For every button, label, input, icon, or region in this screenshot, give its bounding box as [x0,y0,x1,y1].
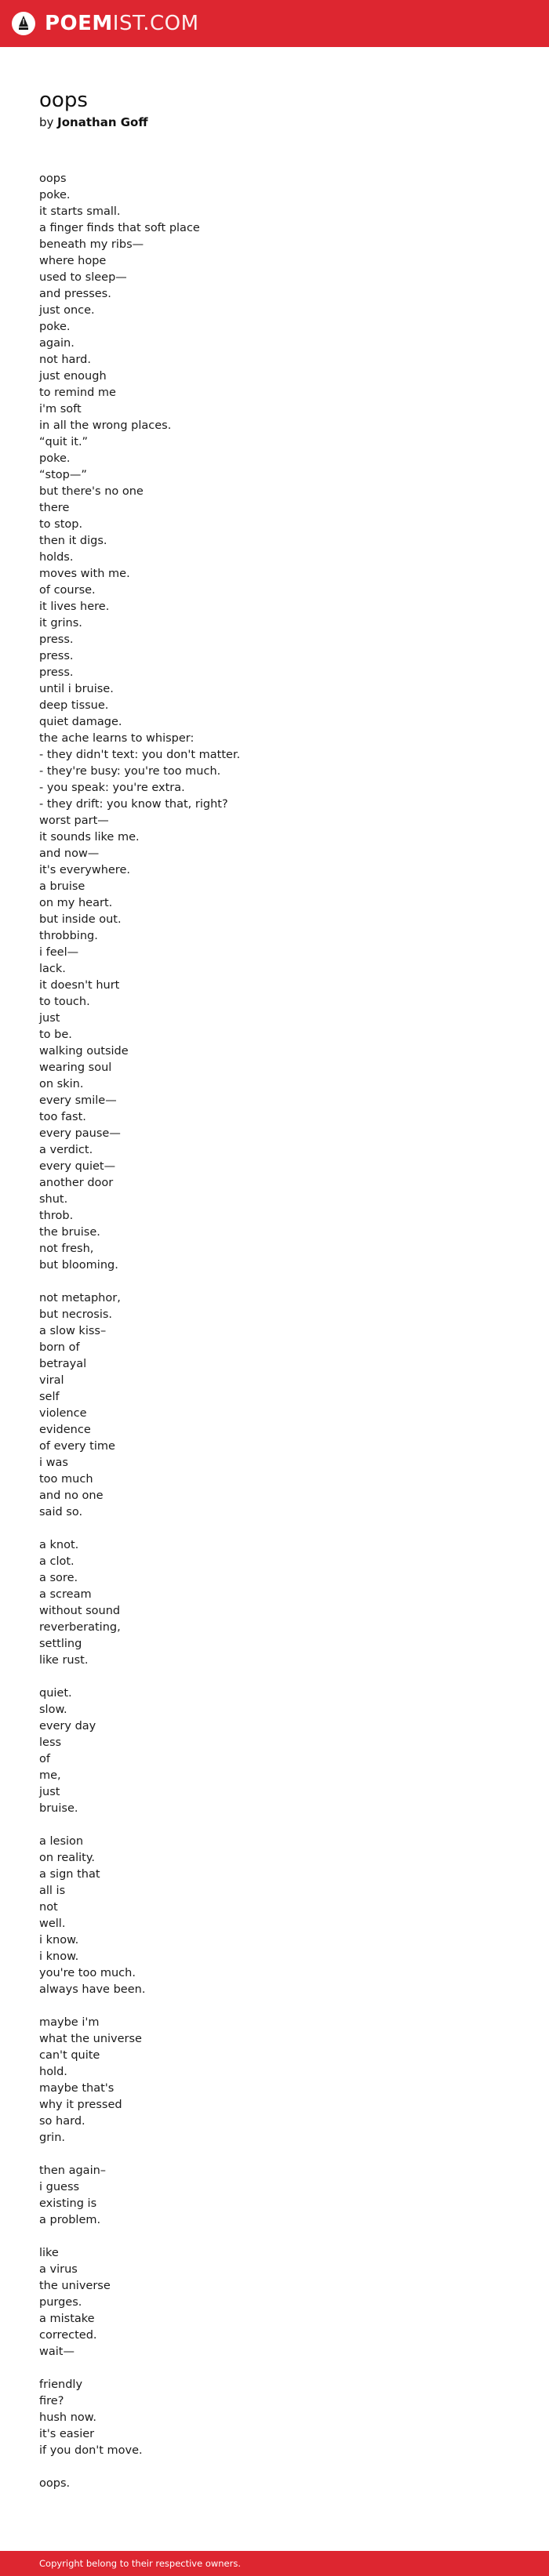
poem-line: then it digs. [39,535,107,547]
site-name-bold: POEM [45,12,113,35]
poem-line: settling [39,1638,82,1650]
stanza-break [39,2459,510,2476]
poem-line: but blooming. [39,1259,118,1272]
poem-line: “stop—” [39,469,87,481]
poem-line: said so. [39,1506,83,1518]
poem-line: less [39,1736,62,1749]
copyright-text: Copyright belong to their respective owners. [39,2558,242,2569]
poem-line: every day [39,1720,96,1732]
poem-line: it doesn't hurt [39,979,120,992]
poem-line: maybe i'm [39,2016,100,2029]
poem-header [39,88,148,130]
poem-line: oops. [39,2477,71,2490]
stanza-break [39,2146,510,2163]
poem-line: and presses. [39,288,111,300]
poem-line: a knot. [39,1539,79,1551]
poem-line: not hard. [39,354,91,366]
stanza-break [39,1521,510,1537]
poem-line: i guess [39,2181,80,2193]
poem-line: every quiet— [39,1160,116,1173]
poem-line: throbbing. [39,930,98,942]
poem-line: until i bruise. [39,683,114,695]
poem-line: again. [39,337,75,350]
stanza-break [39,1817,510,1834]
poem-line: it's everywhere. [39,864,130,876]
poem-line: i'm soft [39,403,82,415]
poem-line: always have been. [39,1983,146,1996]
poem-line: just enough [39,370,107,383]
poem-line: a sore. [39,1572,78,1584]
poem-line: too much [39,1473,93,1486]
poem-line: evidence [39,1424,91,1436]
poem-line: to stop. [39,518,83,531]
poem-line: quiet. [39,1687,72,1700]
poem-line: shut. [39,1193,68,1206]
poem-line: all is [39,1885,66,1897]
poem-line: a finger finds that soft place [39,222,200,234]
poem-line: just [39,1786,60,1798]
poem-line: another door [39,1177,114,1189]
poem-line: poke. [39,321,71,333]
pen-nib-icon [12,12,35,35]
byline-prefix: by [39,115,58,129]
poem-line: can't quite [39,2049,100,2062]
poem-line: but necrosis. [39,1308,113,1321]
poem-line: beneath my ribs— [39,238,144,251]
poem-line: just [39,1012,60,1025]
poem-line: but inside out. [39,913,122,926]
poem-title: oops [39,89,88,112]
poem-line: deep tissue. [39,699,109,712]
poem-line: grin. [39,2132,65,2144]
poem-line: - they didn't text: you don't matter. [39,749,241,761]
poem-line: corrected. [39,2329,97,2342]
poem-line: a virus [39,2263,78,2276]
poem-line: of every time [39,1440,115,1453]
poem-line: “quit it.” [39,436,89,448]
poem-line: not metaphor, [39,1292,121,1304]
poem-line: friendly [39,2378,83,2391]
poem-line: - they're busy: you're too much. [39,765,221,778]
poem-line: to touch. [39,996,90,1008]
poem-line: and now— [39,847,100,860]
poem-line: it's easier [39,2428,95,2440]
stanza-break [39,2360,510,2377]
poem-line: a mistake [39,2313,95,2325]
poem-line: to be. [39,1029,72,1041]
site-name-light: IST.COM [112,12,199,35]
poem-line: fire? [39,2395,64,2407]
poem-line: poke. [39,452,71,465]
poem-line: like [39,2247,59,2259]
poem-line: holds. [39,551,74,564]
poem-line: it grins. [39,617,82,629]
poem-line: too fast. [39,1111,86,1123]
poem-line: - they drift: you know that, right? [39,798,228,811]
poem-line: to remind me [39,386,116,399]
poem-line: viral [39,1374,64,1387]
poem-line: every smile— [39,1094,117,1107]
poem-line: without sound [39,1605,121,1617]
poem-line: why it pressed [39,2099,122,2111]
poem-line: worst part— [39,815,109,827]
poem-line: like rust. [39,1654,89,1667]
poem-line: a sign that [39,1868,100,1881]
poem-line: poke. [39,189,71,201]
poem-line: existing is [39,2197,97,2210]
poem-line: lack. [39,963,66,975]
poem-line: a problem. [39,2214,101,2226]
poem-line: violence [39,1407,87,1420]
poem-line: a verdict. [39,1144,93,1156]
poem-line: press. [39,650,74,662]
poem-line: the universe [39,2280,111,2292]
poem-line: a clot. [39,1555,75,1568]
poem-line: quiet damage. [39,716,122,728]
poem-line: well. [39,1917,66,1930]
poem-line: press. [39,633,74,646]
poem-line: wait— [39,2346,75,2358]
poem-line: you're too much. [39,1967,136,1979]
poem-line: just once. [39,304,95,317]
poem-line: oops [39,172,67,185]
poem-byline [39,114,148,130]
poem-line: in all the wrong places. [39,419,172,432]
poem-line: it lives here. [39,600,110,613]
poem-line: self [39,1391,60,1403]
stanza-break [39,2229,510,2245]
poem-line: born of [39,1341,80,1354]
poem-line: where hope [39,255,107,267]
site-name [45,13,199,34]
poem-body [39,171,510,2492]
poem-line: i feel— [39,946,79,959]
poem-line: so hard. [39,2115,85,2128]
poem-line: not fresh, [39,1243,94,1255]
poem-line: me, [39,1769,61,1782]
poem-line: slow. [39,1703,67,1716]
poem-line: on reality. [39,1852,95,1864]
poem-line: a slow kiss– [39,1325,107,1337]
poem-line: and no one [39,1489,104,1502]
poem-line: i know. [39,1934,79,1947]
poem-line: moves with me. [39,568,130,580]
poem-line: of [39,1753,50,1765]
poem-line: every pause— [39,1127,121,1140]
poem-line: hold. [39,2066,67,2078]
poem-line: it starts small. [39,205,121,218]
poem-line: on my heart. [39,897,113,909]
poem-line: reverberating, [39,1621,121,1634]
poem-line: maybe that's [39,2082,115,2095]
author-link[interactable]: Jonathan Goff [57,115,148,129]
poem-line: purges. [39,2296,82,2309]
poem-line: used to sleep— [39,271,127,284]
top-bar [0,0,549,47]
poem-line: a lesion [39,1835,84,1848]
stanza-break [39,1274,510,1290]
poem-line: walking outside [39,1045,129,1058]
poem-line: then again– [39,2164,107,2177]
poem-line: bruise. [39,1802,78,1815]
poem-line: - you speak: you're extra. [39,782,185,794]
poem-line: betrayal [39,1358,87,1370]
site-logo[interactable] [12,12,199,35]
poem-line: i know. [39,1950,79,1963]
poem-line: wearing soul [39,1061,112,1074]
poem-line: hush now. [39,2411,96,2424]
stanza-break [39,1998,510,2015]
footer [0,2551,549,2576]
poem-line: if you don't move. [39,2444,143,2457]
poem-line: of course. [39,584,96,597]
poem-line: the ache learns to whisper: [39,732,195,745]
poem-line: i was [39,1457,68,1469]
poem-line: the bruise. [39,1226,100,1239]
poem-line: not [39,1901,58,1914]
poem-line: throb. [39,1210,74,1222]
poem-line: press. [39,666,74,679]
poem-line: a scream [39,1588,92,1601]
poem-line: but there's no one [39,485,144,498]
poem-line: what the universe [39,2033,142,2045]
poem-line: there [39,502,70,514]
poem-line: on skin. [39,1078,84,1090]
poem-line: a bruise [39,880,85,893]
poem-line: it sounds like me. [39,831,140,844]
stanza-break [39,1669,510,1685]
